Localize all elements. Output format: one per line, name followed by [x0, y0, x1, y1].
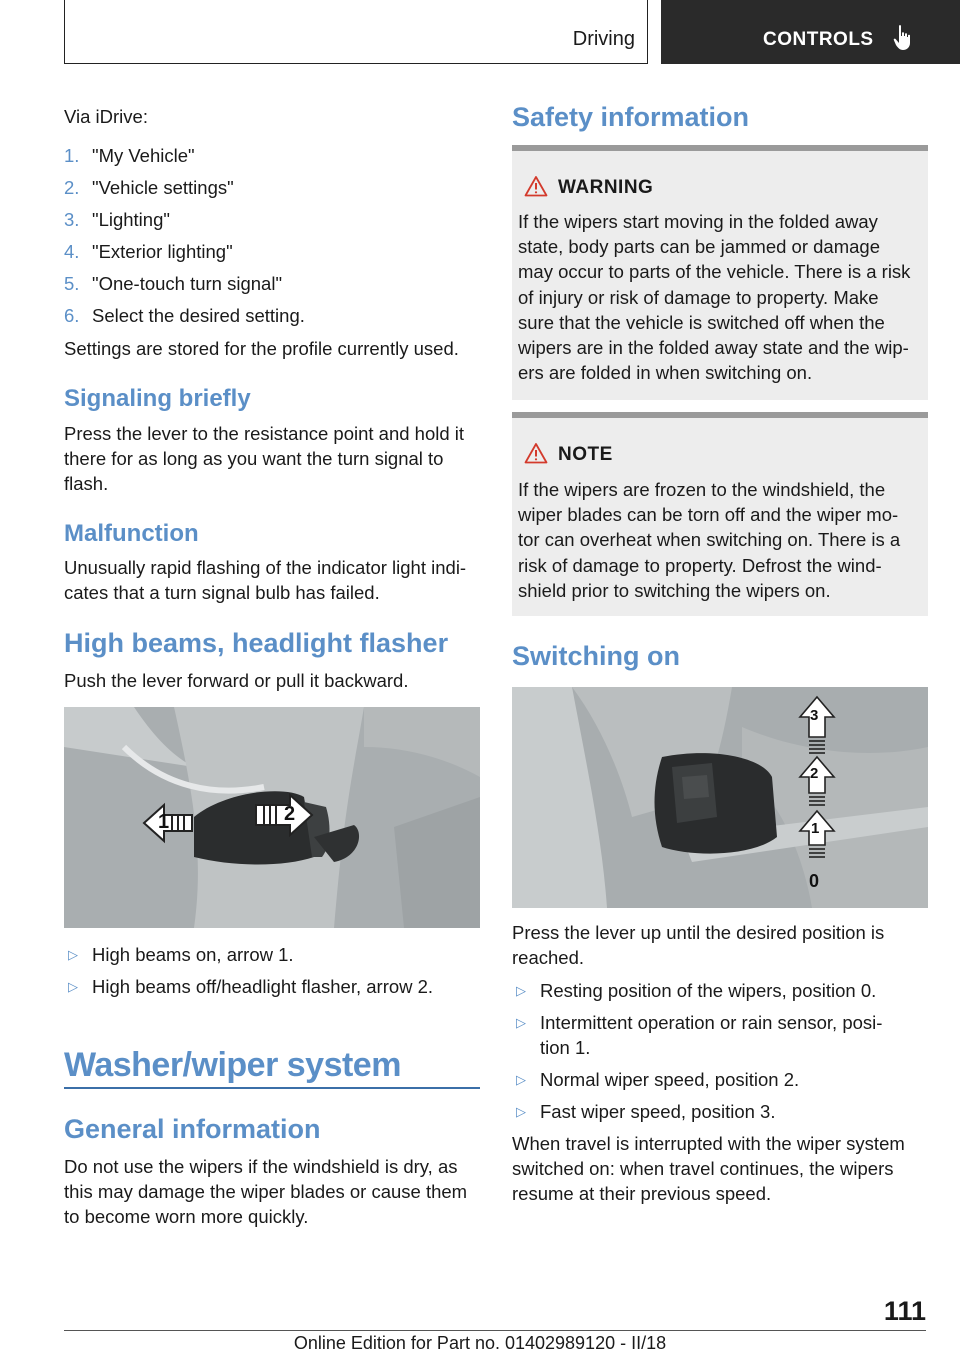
signaling-text: flash.: [64, 473, 109, 494]
note-title: NOTE: [558, 444, 613, 465]
malfunction-text: cates that a turn signal bulb has failed.: [64, 582, 380, 603]
step-number: 4.: [64, 241, 80, 262]
note-line: risk of damage to property. Defrost the wind-: [518, 554, 882, 576]
warning-line: sure that the vehicle is switched off when the: [518, 311, 885, 333]
washer-wiper-heading: Washer/wiper system: [64, 1046, 401, 1084]
general-info-text: this may damage the wiper blades or cause them: [64, 1181, 468, 1202]
step-number: 6.: [64, 305, 80, 326]
position-0-label: 0: [809, 871, 820, 891]
step-text: Select the desired setting.: [92, 305, 305, 326]
warning-box: [512, 145, 928, 400]
chapter-title: CONTROLS: [763, 29, 874, 50]
arrow-1-label: 1: [158, 811, 170, 833]
step-text: "One-touch turn signal": [92, 273, 283, 294]
warning-title: WARNING: [558, 177, 654, 198]
general-info-text: to become worn more quickly.: [64, 1206, 309, 1227]
safety-info-heading: Safety information: [512, 102, 750, 132]
step-text: "My Vehicle": [92, 145, 195, 166]
position-3-label: 3: [810, 707, 819, 724]
signaling-heading: Signaling briefly: [64, 385, 251, 412]
interrupt-text: resume at their previous speed.: [512, 1183, 772, 1204]
malfunction-heading: Malfunction: [64, 520, 199, 547]
step-number: 1.: [64, 145, 80, 166]
note-line: tor can overheat when switching on. There is a: [518, 529, 901, 551]
position-bullet-cont: tion 1.: [540, 1037, 591, 1058]
position-2-label: 2: [810, 765, 819, 782]
step-number: 5.: [64, 273, 80, 294]
signaling-text: Press the lever to the resistance point and hold it: [64, 423, 465, 444]
warning-line: ers are folded in when switching on.: [518, 362, 813, 384]
step-text: "Exterior lighting": [92, 241, 233, 262]
general-info-heading: General information: [64, 1114, 321, 1144]
position-1-label: 1: [811, 820, 820, 837]
note-box: [512, 412, 928, 616]
note-line: shield prior to switching the wipers on.: [518, 579, 831, 601]
position-bullet: Resting position of the wipers, position 0.: [540, 980, 877, 1001]
page-number: 111: [883, 1296, 926, 1326]
malfunction-text: Unusually rapid flashing of the indicator light indi-: [64, 557, 467, 578]
bullet-triangle-icon: ▷: [68, 979, 78, 994]
edition-footer: Online Edition for Part no. 01402989120 - II/18: [293, 1333, 667, 1353]
bullet-triangle-icon: ▷: [516, 1072, 526, 1087]
step-text: "Lighting": [92, 209, 170, 230]
switching-text: reached.: [512, 947, 584, 968]
position-bullet: Normal wiper speed, position 2.: [540, 1069, 800, 1090]
header-section-tab: [64, 0, 648, 64]
heading-underline: [64, 1087, 480, 1089]
warning-text: [518, 209, 926, 385]
highbeam-lever-figure: [64, 707, 480, 928]
section-title: Driving: [572, 28, 635, 50]
interrupt-text: When travel is interrupted with the wiper system: [512, 1133, 905, 1154]
warning-line: may occur to parts of the vehicle. There is a risk: [518, 261, 911, 283]
step-number: 3.: [64, 209, 80, 230]
bullet-triangle-icon: ▷: [516, 983, 526, 998]
interrupt-text: switched on: when travel continues, the wipers: [512, 1158, 894, 1179]
position-bullet: Fast wiper speed, position 3.: [540, 1101, 776, 1122]
warning-line: wipers are in the folded away state and the wip-: [518, 337, 909, 359]
settings-note: Settings are stored for the profile currently used.: [64, 338, 459, 359]
header-chapter-tab: [661, 0, 960, 64]
step-number: 2.: [64, 177, 80, 198]
via-idrive-label: Via iDrive:: [64, 106, 148, 127]
warning-line: state, body parts can be jammed or damage: [518, 236, 880, 258]
bullet-triangle-icon: ▷: [516, 1015, 526, 1030]
warning-line: If the wipers start moving in the folded away: [518, 211, 878, 232]
arrow-2-label: 2: [284, 803, 296, 825]
bullet-triangle-icon: ▷: [68, 947, 78, 962]
highbeam-text: Push the lever forward or pull it backward.: [64, 670, 409, 691]
footer-rule: [64, 1330, 926, 1331]
switching-text: Press the lever up until the desired position is: [512, 922, 885, 943]
note-text: [518, 477, 926, 603]
pointing-hand-icon: [893, 24, 915, 52]
signaling-text: there for as long as you want the turn signal to: [64, 448, 444, 469]
wiper-position-arrows: [797, 695, 837, 895]
bullet-triangle-icon: ▷: [516, 1104, 526, 1119]
highbeam-bullet: High beams on, arrow 1.: [92, 944, 294, 965]
position-bullet: Intermittent operation or rain sensor, posi-: [540, 1012, 883, 1033]
wiper-lever-illustration: [512, 687, 928, 908]
note-line: wiper blades can be torn off and the wiper mo-: [518, 504, 899, 526]
note-triangle-icon: [524, 442, 548, 464]
switching-on-heading: Switching on: [512, 641, 680, 671]
note-line: If the wipers are frozen to the windshield, the: [518, 479, 886, 500]
highbeam-bullet: High beams off/headlight flasher, arrow 2.: [92, 976, 434, 997]
step-text: "Vehicle settings": [92, 177, 234, 198]
wiper-lever-figure: [512, 687, 928, 908]
general-info-text: Do not use the wipers if the windshield is dry, as: [64, 1156, 458, 1177]
warning-triangle-icon: [524, 175, 548, 197]
highbeam-heading: High beams, headlight flasher: [64, 628, 449, 658]
warning-line: of injury or risk of damage to property. Make: [518, 286, 879, 308]
